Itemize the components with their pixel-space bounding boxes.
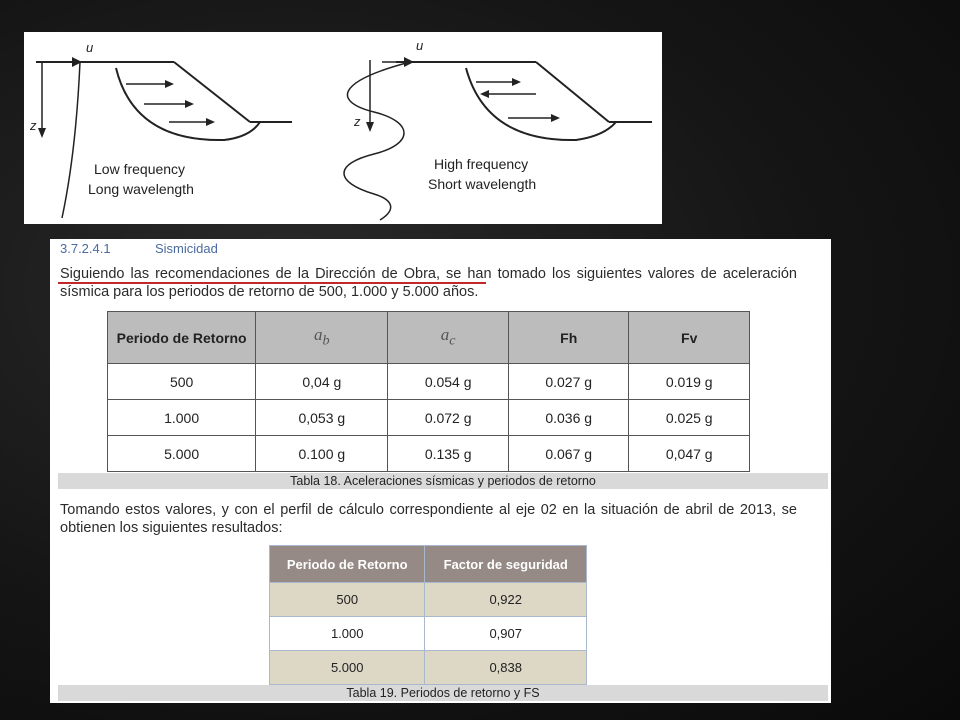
- table-cell: 0.027 g: [508, 364, 629, 400]
- table-row: [270, 651, 587, 685]
- col-header-periodo: Periodo de Retorno: [108, 312, 256, 364]
- col-header-ac: $a_c$: [388, 312, 509, 364]
- table-header-row: [270, 546, 587, 583]
- low-frequency-caption-line2: Long wavelength: [88, 181, 194, 197]
- u-label-left: u: [86, 40, 94, 55]
- table-cell: 0,047 g: [629, 436, 750, 472]
- col-header-periodo-retorno: Periodo de Retorno: [270, 546, 425, 583]
- low-frequency-caption-line1: Low frequency: [94, 161, 186, 177]
- table-cell: 0,838: [425, 651, 587, 685]
- low-frequency-slope-figure: [29, 40, 292, 218]
- seismic-wave-diagram: [24, 32, 662, 224]
- table-cell: 5.000: [108, 436, 256, 472]
- intro-paragraph: Siguiendo las recomendaciones de la Dirección de Obra, se han tomado los siguientes valores de aceleración sísmica para los periodos de retorno de 500, 1.000 y 5.000 años.: [60, 266, 797, 300]
- col-header-fv: Fv: [629, 312, 750, 364]
- section-number: 3.7.2.4.1: [60, 241, 111, 256]
- high-frequency-caption-line2: Short wavelength: [428, 176, 537, 192]
- table-cell: 1.000: [108, 400, 256, 436]
- table-cell: 5.000: [270, 651, 425, 685]
- u-label-right: u: [416, 38, 424, 53]
- high-frequency-slope-figure: [344, 38, 652, 220]
- table-row: [270, 583, 587, 617]
- table-cell: 0.019 g: [629, 364, 750, 400]
- table-cell: 0.054 g: [388, 364, 509, 400]
- table-row: [108, 364, 750, 400]
- table-cell: 0.036 g: [508, 400, 629, 436]
- table-cell: 0,04 g: [256, 364, 388, 400]
- table-cell: 500: [108, 364, 256, 400]
- table-cell: 0,053 g: [256, 400, 388, 436]
- table-cell: 500: [270, 583, 425, 617]
- red-underline-annotation: [58, 282, 486, 284]
- table-cell: 0.025 g: [629, 400, 750, 436]
- table-cell: 0.067 g: [508, 436, 629, 472]
- col-header-fh: Fh: [508, 312, 629, 364]
- table-row: [108, 436, 750, 472]
- table-cell: 0,907: [425, 617, 587, 651]
- table-row: [108, 400, 750, 436]
- table-cell: 0.100 g: [256, 436, 388, 472]
- table19-caption: Tabla 19. Periodos de retorno y FS: [58, 685, 828, 701]
- table-cell: 0.135 g: [388, 436, 509, 472]
- slope-wave-illustration: [24, 32, 662, 224]
- table-row: [270, 617, 587, 651]
- table-cell: 0.072 g: [388, 400, 509, 436]
- high-frequency-caption-line1: High frequency: [434, 156, 529, 172]
- table-cell: 1.000: [270, 617, 425, 651]
- document-page: [50, 239, 831, 703]
- table18-caption: Tabla 18. Aceleraciones sísmicas y periodos de retorno: [58, 473, 828, 489]
- seismic-acceleration-table: [107, 311, 750, 472]
- results-paragraph: Tomando estos valores, y con el perfil de cálculo correspondiente al eje 02 en la situación de abril de 2013, se obtienen los siguientes resultados:: [60, 502, 797, 536]
- section-title: Sismicidad: [155, 241, 218, 256]
- z-label-right: z: [354, 114, 361, 129]
- z-label-left: z: [30, 118, 37, 133]
- table-header-row: [108, 312, 750, 364]
- col-header-factor-seguridad: Factor de seguridad: [425, 546, 587, 583]
- col-header-ab: $a_b$: [256, 312, 388, 364]
- safety-factor-table: [269, 545, 587, 685]
- table-cell: 0,922: [425, 583, 587, 617]
